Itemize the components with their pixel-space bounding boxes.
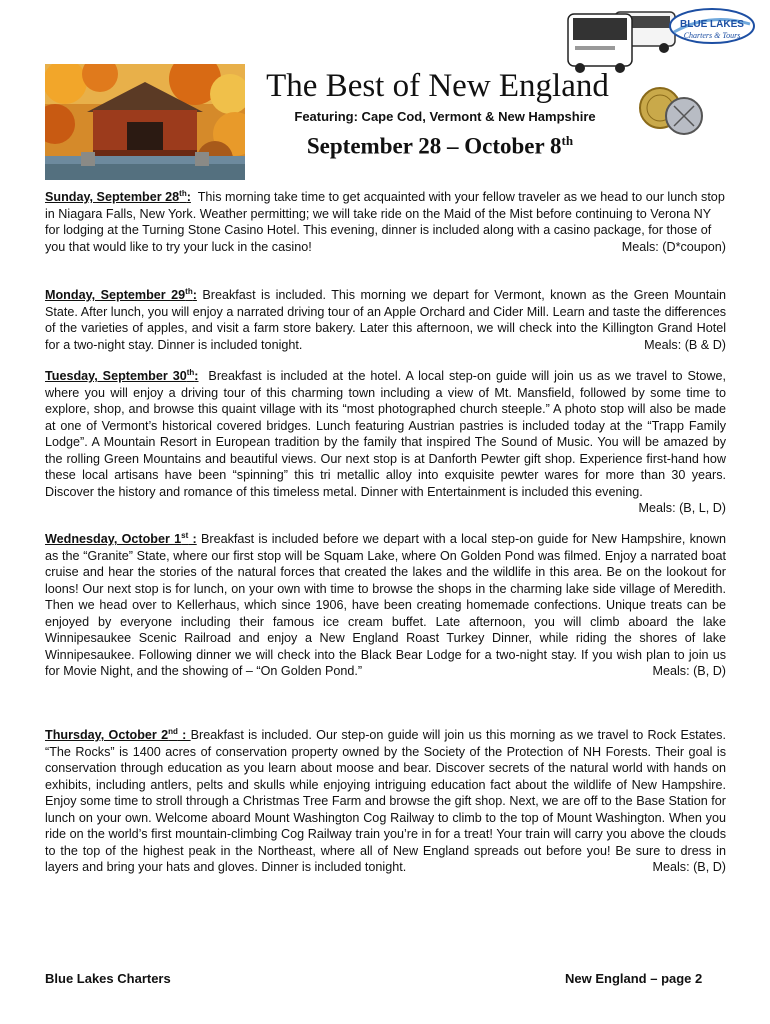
footer-page-number: New England – page 2	[565, 971, 703, 986]
day-heading: Tuesday, September 30th:	[45, 368, 199, 384]
featuring-subtitle: Featuring: Cape Cod, Vermont & New Hampshire	[294, 109, 596, 124]
day-heading: Wednesday, October 1st :	[45, 531, 197, 547]
meals-label: Meals: (B, D)	[652, 860, 726, 875]
page-title: The Best of New England	[266, 68, 609, 104]
day-heading: Thursday, October 2nd :	[45, 727, 191, 743]
day-sunday	[45, 186, 726, 255]
meals-label: Meals: (B, L, D)	[638, 501, 726, 516]
day-heading: Sunday, September 28th:	[45, 189, 191, 205]
day-text: This morning take time to get acquainted with your fellow traveler as we head to our lunch stop in Niagara Falls, New York. Weather permitting; we will take ride on the Maid of the Mist before continuing to Verona NY for lodging at the Turning Stone Casino Hotel. This evening, dinner is included along with a casino package, for those of you that would like to try your luck in the casino!	[45, 190, 725, 254]
day-tuesday	[45, 365, 726, 517]
logo-subtext: Charters & Tours	[683, 31, 741, 40]
meals-label: Meals: (B & D)	[644, 337, 726, 352]
day-text: Breakfast is included. This morning we depart for Vermont, known as the Green Mountain State. After lunch, you will enjoy a narrated driving tour of an Apple Orchard and Cider Mill. Learn and taste the differences of the varieties of apples, and visit a farm store bakery. Later this afternoon, we will check into the Killington Grand Hotel for a two-night stay. Dinner is included tonight.	[45, 288, 726, 352]
day-text: Breakfast is included before we depart with a local step-on guide for New Hampshire, known as the “Granite” State, where our first stop will be Squam Lake, where On Golden Pond was filmed. Enjoy a narrated boat cruise and hear the stories of the natural forces that created the lakes and the wildlife in this area. Be on the lookout for loons! Our next stop is for lunch, on your own with time to browse the shops in the charming lake side village of Meredith. Then we head over to Kellerhaus, which since 1906, have been creating homemade confections. Unique treats can be enjoyed by everyone including their famous ice cream buffet. Late afternoon, you will climb aboard the lake Winnipesaukee Scenic Railroad and enjoy a New England Roast Turkey Dinner, while riding the shores of lake Winnipesaukee. Following dinner we will check into the Black Bear Lodge for a two-night stay. If you wish plan to join us for Movie Night, and the showing of – “On Golden Pond.”	[45, 532, 727, 679]
day-heading: Monday, September 29th:	[45, 287, 197, 303]
day-monday	[45, 284, 726, 353]
covered-bridge-photo	[45, 64, 245, 180]
trip-dates: September 28 – October 8th	[306, 133, 574, 159]
day-wednesday	[45, 528, 726, 680]
logo-text: BLUE LAKES	[680, 19, 744, 30]
day-text: Breakfast is included at the hotel. A local step-on guide will join us as we travel to Stowe, where you will enjoy a driving tour of this charming town including a view of Mt. Mansfield, followed by some time to explore, shop, and browse this quaint village with its “most photographed church steeple.” A photo stop will also be made at one of Vermont’s historical covered bridges. Lunch featuring Austrian pastries is included today at the “Trapp Family Lodge”. A Mountain Resort in European tradition by the family that inspired The Sound of Music. You will be amazed by the rolling Green Mountains and beautiful views. Our next stop is at Danforth Pewter gift shop. Experience first-hand how these local artisans have been “spinning” this tri metallic alloy into exquisite pewter wares for more than 30 years. Discover the history and romance of this timeless metal. Dinner with Entertainment is included this evening.	[45, 369, 726, 499]
meals-label: Meals: (B, D)	[652, 664, 726, 679]
meals-label: Meals: (D*coupon)	[621, 239, 726, 254]
blue-lakes-bus-logo	[560, 2, 755, 74]
day-thursday	[45, 724, 726, 876]
footer-company: Blue Lakes Charters	[45, 971, 171, 986]
day-text: Breakfast is included. Our step-on guide will join us this morning as we travel to Rock Estates. “The Rocks” is 1400 acres of conservation property owned by the Society of the Protection of NH Forests. Their goal is conservation through education as you learn about moose and bear. Discover secrets of the natural world with hands on exhibits, including antlers, pelts and skulls while enjoying intriguing education fact about the wildlife of New Hampshire. Enjoy some time to stroll through a Christmas Tree Farm and browse the gift shop. Next, we are off to the Base Station for lunch on your own. Welcome aboard Mount Washington Cog Railway to climb to the top of Mount Washington. When you ride on the world’s first mountain-climbing Cog Railway train you’re in for a treat! Your train will carry you above the clouds to the top of the highest peak in the Northeast, where all of New England spreads out before you! Be sure to dress in layers and bring your hats and gloves. Dinner is included tonight.	[45, 728, 726, 875]
